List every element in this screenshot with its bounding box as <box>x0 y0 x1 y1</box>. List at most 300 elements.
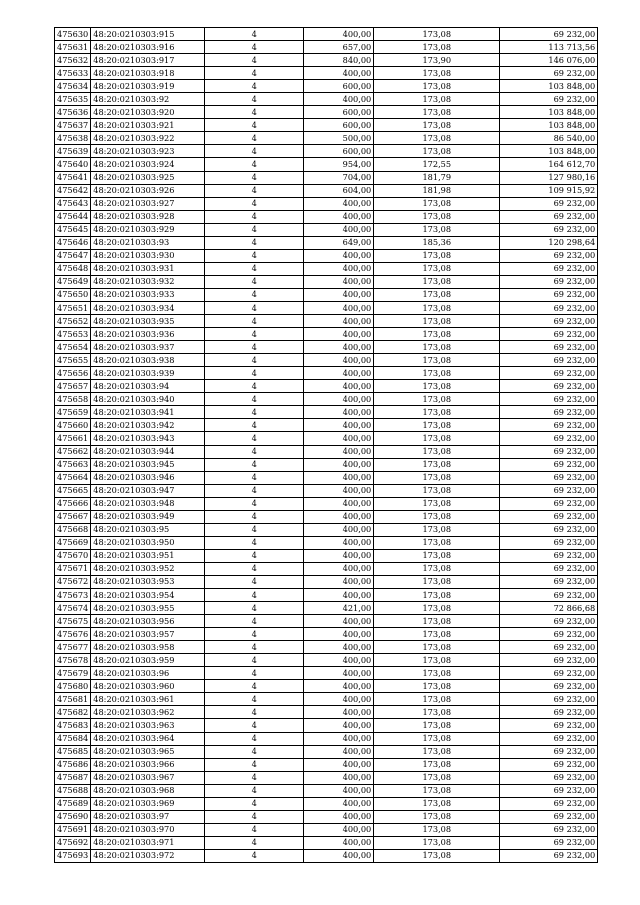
area-cell: 400,00 <box>304 341 374 354</box>
area-cell: 400,00 <box>304 288 374 301</box>
cadastral-number-cell: 48:20:0210303:94 <box>91 380 205 393</box>
cadastral-value-cell: 69 232,00 <box>500 667 598 680</box>
table-row <box>55 536 598 549</box>
area-cell: 400,00 <box>304 197 374 210</box>
cadastral-number-cell: 48:20:0210303:943 <box>91 432 205 445</box>
area-cell: 400,00 <box>304 797 374 810</box>
category-cell: 4 <box>205 771 304 784</box>
cadastral-value-cell: 69 232,00 <box>500 484 598 497</box>
table-row <box>55 80 598 93</box>
cadastral-number-cell: 48:20:0210303:937 <box>91 341 205 354</box>
table-row <box>55 823 598 836</box>
row-id-cell: 475659 <box>55 406 91 419</box>
table-row <box>55 119 598 132</box>
specific-value-cell: 173,08 <box>374 132 500 145</box>
cadastral-number-cell: 48:20:0210303:962 <box>91 706 205 719</box>
area-cell: 954,00 <box>304 158 374 171</box>
table-row <box>55 719 598 732</box>
table-row <box>55 589 598 602</box>
table-row <box>55 288 598 301</box>
specific-value-cell: 173,08 <box>374 419 500 432</box>
table-row <box>55 693 598 706</box>
category-cell: 4 <box>205 745 304 758</box>
cadastral-value-cell: 69 232,00 <box>500 628 598 641</box>
row-id-cell: 475683 <box>55 719 91 732</box>
row-id-cell: 475644 <box>55 210 91 223</box>
category-cell: 4 <box>205 680 304 693</box>
specific-value-cell: 181,98 <box>374 184 500 197</box>
row-id-cell: 475671 <box>55 562 91 575</box>
table-body <box>55 28 598 863</box>
specific-value-cell: 173,08 <box>374 106 500 119</box>
cadastral-value-cell: 72 866,68 <box>500 602 598 615</box>
category-cell: 4 <box>205 419 304 432</box>
cadastral-number-cell: 48:20:0210303:917 <box>91 54 205 67</box>
area-cell: 400,00 <box>304 758 374 771</box>
specific-value-cell: 173,08 <box>374 589 500 602</box>
specific-value-cell: 173,90 <box>374 54 500 67</box>
cadastral-number-cell: 48:20:0210303:968 <box>91 784 205 797</box>
row-id-cell: 475676 <box>55 628 91 641</box>
table-row <box>55 41 598 54</box>
row-id-cell: 475634 <box>55 80 91 93</box>
table-row <box>55 158 598 171</box>
area-cell: 400,00 <box>304 471 374 484</box>
area-cell: 400,00 <box>304 328 374 341</box>
category-cell: 4 <box>205 93 304 106</box>
category-cell: 4 <box>205 301 304 314</box>
cadastral-number-cell: 48:20:0210303:956 <box>91 615 205 628</box>
table-row <box>55 249 598 262</box>
area-cell: 400,00 <box>304 419 374 432</box>
cadastral-number-cell: 48:20:0210303:955 <box>91 602 205 615</box>
row-id-cell: 475662 <box>55 445 91 458</box>
specific-value-cell: 173,08 <box>374 771 500 784</box>
table-row <box>55 549 598 562</box>
area-cell: 400,00 <box>304 823 374 836</box>
cadastral-value-cell: 69 232,00 <box>500 745 598 758</box>
area-cell: 400,00 <box>304 380 374 393</box>
row-id-cell: 475630 <box>55 28 91 41</box>
row-id-cell: 475684 <box>55 732 91 745</box>
cadastral-number-cell: 48:20:0210303:97 <box>91 810 205 823</box>
table-row <box>55 758 598 771</box>
area-cell: 400,00 <box>304 393 374 406</box>
table-row <box>55 602 598 615</box>
cadastral-number-cell: 48:20:0210303:947 <box>91 484 205 497</box>
specific-value-cell: 173,08 <box>374 458 500 471</box>
area-cell: 400,00 <box>304 680 374 693</box>
cadastral-value-cell: 109 915,92 <box>500 184 598 197</box>
specific-value-cell: 173,08 <box>374 575 500 588</box>
category-cell: 4 <box>205 406 304 419</box>
table-row <box>55 628 598 641</box>
cadastral-number-cell: 48:20:0210303:932 <box>91 275 205 288</box>
specific-value-cell: 173,08 <box>374 288 500 301</box>
area-cell: 400,00 <box>304 249 374 262</box>
area-cell: 421,00 <box>304 602 374 615</box>
category-cell: 4 <box>205 41 304 54</box>
category-cell: 4 <box>205 445 304 458</box>
area-cell: 400,00 <box>304 771 374 784</box>
category-cell: 4 <box>205 158 304 171</box>
row-id-cell: 475677 <box>55 641 91 654</box>
row-id-cell: 475632 <box>55 54 91 67</box>
specific-value-cell: 173,08 <box>374 275 500 288</box>
area-cell: 400,00 <box>304 810 374 823</box>
row-id-cell: 475673 <box>55 589 91 602</box>
specific-value-cell: 173,08 <box>374 549 500 562</box>
area-cell: 400,00 <box>304 615 374 628</box>
cadastral-number-cell: 48:20:0210303:952 <box>91 562 205 575</box>
table-row <box>55 328 598 341</box>
cadastral-number-cell: 48:20:0210303:946 <box>91 471 205 484</box>
cadastral-value-cell: 127 980,16 <box>500 171 598 184</box>
row-id-cell: 475678 <box>55 654 91 667</box>
area-cell: 600,00 <box>304 106 374 119</box>
specific-value-cell: 173,08 <box>374 28 500 41</box>
row-id-cell: 475657 <box>55 380 91 393</box>
category-cell: 4 <box>205 67 304 80</box>
cadastral-number-cell: 48:20:0210303:950 <box>91 536 205 549</box>
cadastral-number-cell: 48:20:0210303:942 <box>91 419 205 432</box>
cadastral-value-cell: 69 232,00 <box>500 510 598 523</box>
cadastral-number-cell: 48:20:0210303:96 <box>91 667 205 680</box>
row-id-cell: 475639 <box>55 145 91 158</box>
area-cell: 400,00 <box>304 210 374 223</box>
category-cell: 4 <box>205 28 304 41</box>
table-row <box>55 406 598 419</box>
specific-value-cell: 173,08 <box>374 745 500 758</box>
area-cell: 400,00 <box>304 732 374 745</box>
specific-value-cell: 185,36 <box>374 236 500 249</box>
cadastral-value-cell: 69 232,00 <box>500 471 598 484</box>
cadastral-number-cell: 48:20:0210303:940 <box>91 393 205 406</box>
category-cell: 4 <box>205 536 304 549</box>
area-cell: 500,00 <box>304 132 374 145</box>
specific-value-cell: 173,08 <box>374 706 500 719</box>
cadastral-value-cell: 69 232,00 <box>500 615 598 628</box>
table-row <box>55 106 598 119</box>
category-cell: 4 <box>205 836 304 849</box>
table-row <box>55 562 598 575</box>
table-row <box>55 471 598 484</box>
table-row <box>55 275 598 288</box>
area-cell: 840,00 <box>304 54 374 67</box>
cadastral-value-cell: 69 232,00 <box>500 354 598 367</box>
category-cell: 4 <box>205 654 304 667</box>
row-id-cell: 475660 <box>55 419 91 432</box>
row-id-cell: 475646 <box>55 236 91 249</box>
cadastral-value-cell: 69 232,00 <box>500 810 598 823</box>
area-cell: 400,00 <box>304 641 374 654</box>
area-cell: 400,00 <box>304 536 374 549</box>
row-id-cell: 475675 <box>55 615 91 628</box>
category-cell: 4 <box>205 797 304 810</box>
area-cell: 400,00 <box>304 262 374 275</box>
cadastral-number-cell: 48:20:0210303:971 <box>91 836 205 849</box>
row-id-cell: 475674 <box>55 602 91 615</box>
specific-value-cell: 173,08 <box>374 223 500 236</box>
cadastral-number-cell: 48:20:0210303:948 <box>91 497 205 510</box>
category-cell: 4 <box>205 589 304 602</box>
table-row <box>55 171 598 184</box>
table-row <box>55 667 598 680</box>
cadastral-number-cell: 48:20:0210303:921 <box>91 119 205 132</box>
cadastral-value-cell: 69 232,00 <box>500 680 598 693</box>
cadastral-value-cell: 69 232,00 <box>500 536 598 549</box>
category-cell: 4 <box>205 615 304 628</box>
row-id-cell: 475653 <box>55 328 91 341</box>
table-row <box>55 262 598 275</box>
cadastral-value-cell: 69 232,00 <box>500 315 598 328</box>
category-cell: 4 <box>205 562 304 575</box>
specific-value-cell: 173,08 <box>374 341 500 354</box>
row-id-cell: 475656 <box>55 367 91 380</box>
row-id-cell: 475652 <box>55 315 91 328</box>
area-cell: 600,00 <box>304 145 374 158</box>
cadastral-number-cell: 48:20:0210303:933 <box>91 288 205 301</box>
category-cell: 4 <box>205 80 304 93</box>
category-cell: 4 <box>205 719 304 732</box>
table-row <box>55 458 598 471</box>
row-id-cell: 475641 <box>55 171 91 184</box>
cadastral-number-cell: 48:20:0210303:934 <box>91 301 205 314</box>
table-row <box>55 367 598 380</box>
category-cell: 4 <box>205 197 304 210</box>
table-row <box>55 523 598 536</box>
category-cell: 4 <box>205 288 304 301</box>
category-cell: 4 <box>205 223 304 236</box>
category-cell: 4 <box>205 849 304 862</box>
cadastral-value-table <box>54 27 598 863</box>
row-id-cell: 475651 <box>55 301 91 314</box>
table-row <box>55 510 598 523</box>
cadastral-number-cell: 48:20:0210303:959 <box>91 654 205 667</box>
cadastral-number-cell: 48:20:0210303:924 <box>91 158 205 171</box>
cadastral-number-cell: 48:20:0210303:927 <box>91 197 205 210</box>
specific-value-cell: 173,08 <box>374 93 500 106</box>
category-cell: 4 <box>205 575 304 588</box>
row-id-cell: 475642 <box>55 184 91 197</box>
area-cell: 400,00 <box>304 784 374 797</box>
table-row <box>55 784 598 797</box>
row-id-cell: 475637 <box>55 119 91 132</box>
cadastral-number-cell: 48:20:0210303:95 <box>91 523 205 536</box>
area-cell: 400,00 <box>304 523 374 536</box>
row-id-cell: 475631 <box>55 41 91 54</box>
cadastral-value-cell: 69 232,00 <box>500 823 598 836</box>
row-id-cell: 475647 <box>55 249 91 262</box>
table-row <box>55 67 598 80</box>
table-row <box>55 810 598 823</box>
area-cell: 400,00 <box>304 510 374 523</box>
row-id-cell: 475666 <box>55 497 91 510</box>
area-cell: 400,00 <box>304 67 374 80</box>
cadastral-number-cell: 48:20:0210303:930 <box>91 249 205 262</box>
cadastral-number-cell: 48:20:0210303:939 <box>91 367 205 380</box>
specific-value-cell: 173,08 <box>374 354 500 367</box>
cadastral-value-cell: 146 076,00 <box>500 54 598 67</box>
row-id-cell: 475680 <box>55 680 91 693</box>
row-id-cell: 475648 <box>55 262 91 275</box>
area-cell: 400,00 <box>304 549 374 562</box>
area-cell: 400,00 <box>304 367 374 380</box>
cadastral-number-cell: 48:20:0210303:923 <box>91 145 205 158</box>
category-cell: 4 <box>205 328 304 341</box>
specific-value-cell: 173,08 <box>374 328 500 341</box>
cadastral-number-cell: 48:20:0210303:961 <box>91 693 205 706</box>
table-row <box>55 354 598 367</box>
category-cell: 4 <box>205 458 304 471</box>
specific-value-cell: 173,08 <box>374 380 500 393</box>
area-cell: 400,00 <box>304 719 374 732</box>
area-cell: 400,00 <box>304 28 374 41</box>
cadastral-number-cell: 48:20:0210303:918 <box>91 67 205 80</box>
table-row <box>55 732 598 745</box>
cadastral-number-cell: 48:20:0210303:92 <box>91 93 205 106</box>
row-id-cell: 475692 <box>55 836 91 849</box>
category-cell: 4 <box>205 184 304 197</box>
specific-value-cell: 173,08 <box>374 41 500 54</box>
cadastral-value-cell: 69 232,00 <box>500 497 598 510</box>
row-id-cell: 475667 <box>55 510 91 523</box>
table-row <box>55 680 598 693</box>
table-row <box>55 223 598 236</box>
specific-value-cell: 173,08 <box>374 197 500 210</box>
cadastral-value-cell: 69 232,00 <box>500 249 598 262</box>
category-cell: 4 <box>205 693 304 706</box>
cadastral-number-cell: 48:20:0210303:925 <box>91 171 205 184</box>
category-cell: 4 <box>205 106 304 119</box>
cadastral-number-cell: 48:20:0210303:926 <box>91 184 205 197</box>
category-cell: 4 <box>205 393 304 406</box>
specific-value-cell: 173,08 <box>374 628 500 641</box>
category-cell: 4 <box>205 210 304 223</box>
category-cell: 4 <box>205 432 304 445</box>
cadastral-number-cell: 48:20:0210303:958 <box>91 641 205 654</box>
row-id-cell: 475633 <box>55 67 91 80</box>
specific-value-cell: 173,08 <box>374 210 500 223</box>
category-cell: 4 <box>205 523 304 536</box>
area-cell: 400,00 <box>304 432 374 445</box>
row-id-cell: 475691 <box>55 823 91 836</box>
cadastral-number-cell: 48:20:0210303:929 <box>91 223 205 236</box>
category-cell: 4 <box>205 354 304 367</box>
category-cell: 4 <box>205 641 304 654</box>
cadastral-value-cell: 103 848,00 <box>500 80 598 93</box>
category-cell: 4 <box>205 484 304 497</box>
specific-value-cell: 173,08 <box>374 119 500 132</box>
row-id-cell: 475638 <box>55 132 91 145</box>
area-cell: 400,00 <box>304 836 374 849</box>
category-cell: 4 <box>205 784 304 797</box>
cadastral-value-cell: 69 232,00 <box>500 445 598 458</box>
specific-value-cell: 173,08 <box>374 406 500 419</box>
area-cell: 400,00 <box>304 849 374 862</box>
cadastral-value-cell: 69 232,00 <box>500 28 598 41</box>
row-id-cell: 475661 <box>55 432 91 445</box>
specific-value-cell: 173,08 <box>374 641 500 654</box>
area-cell: 400,00 <box>304 458 374 471</box>
table-row <box>55 380 598 393</box>
row-id-cell: 475636 <box>55 106 91 119</box>
category-cell: 4 <box>205 706 304 719</box>
cadastral-number-cell: 48:20:0210303:949 <box>91 510 205 523</box>
category-cell: 4 <box>205 145 304 158</box>
specific-value-cell: 173,08 <box>374 758 500 771</box>
cadastral-value-cell: 113 713,56 <box>500 41 598 54</box>
area-cell: 400,00 <box>304 693 374 706</box>
cadastral-value-cell: 69 232,00 <box>500 693 598 706</box>
category-cell: 4 <box>205 510 304 523</box>
cadastral-value-cell: 69 232,00 <box>500 589 598 602</box>
cadastral-number-cell: 48:20:0210303:941 <box>91 406 205 419</box>
cadastral-value-cell: 103 848,00 <box>500 106 598 119</box>
area-cell: 400,00 <box>304 667 374 680</box>
category-cell: 4 <box>205 119 304 132</box>
specific-value-cell: 173,08 <box>374 67 500 80</box>
cadastral-number-cell: 48:20:0210303:963 <box>91 719 205 732</box>
category-cell: 4 <box>205 667 304 680</box>
row-id-cell: 475690 <box>55 810 91 823</box>
table-row <box>55 445 598 458</box>
row-id-cell: 475658 <box>55 393 91 406</box>
specific-value-cell: 173,08 <box>374 615 500 628</box>
area-cell: 400,00 <box>304 275 374 288</box>
cadastral-value-cell: 69 232,00 <box>500 797 598 810</box>
row-id-cell: 475643 <box>55 197 91 210</box>
cadastral-value-cell: 69 232,00 <box>500 288 598 301</box>
row-id-cell: 475685 <box>55 745 91 758</box>
cadastral-value-cell: 69 232,00 <box>500 367 598 380</box>
area-cell: 400,00 <box>304 575 374 588</box>
specific-value-cell: 172,55 <box>374 158 500 171</box>
table-row <box>55 432 598 445</box>
area-cell: 400,00 <box>304 484 374 497</box>
cadastral-value-cell: 69 232,00 <box>500 784 598 797</box>
cadastral-number-cell: 48:20:0210303:966 <box>91 758 205 771</box>
table-row <box>55 393 598 406</box>
area-cell: 400,00 <box>304 223 374 236</box>
cadastral-number-cell: 48:20:0210303:915 <box>91 28 205 41</box>
specific-value-cell: 173,08 <box>374 484 500 497</box>
cadastral-value-cell: 69 232,00 <box>500 641 598 654</box>
table-row <box>55 641 598 654</box>
row-id-cell: 475649 <box>55 275 91 288</box>
table-row <box>55 706 598 719</box>
area-cell: 400,00 <box>304 497 374 510</box>
cadastral-value-cell: 103 848,00 <box>500 145 598 158</box>
specific-value-cell: 173,08 <box>374 784 500 797</box>
cadastral-value-cell: 69 232,00 <box>500 93 598 106</box>
cadastral-value-cell: 103 848,00 <box>500 119 598 132</box>
area-cell: 604,00 <box>304 184 374 197</box>
cadastral-value-cell: 69 232,00 <box>500 706 598 719</box>
cadastral-number-cell: 48:20:0210303:970 <box>91 823 205 836</box>
specific-value-cell: 173,08 <box>374 445 500 458</box>
table-row <box>55 419 598 432</box>
area-cell: 400,00 <box>304 445 374 458</box>
table-row <box>55 484 598 497</box>
specific-value-cell: 181,79 <box>374 171 500 184</box>
category-cell: 4 <box>205 249 304 262</box>
row-id-cell: 475688 <box>55 784 91 797</box>
category-cell: 4 <box>205 380 304 393</box>
cadastral-number-cell: 48:20:0210303:919 <box>91 80 205 93</box>
cadastral-value-cell: 69 232,00 <box>500 67 598 80</box>
row-id-cell: 475686 <box>55 758 91 771</box>
